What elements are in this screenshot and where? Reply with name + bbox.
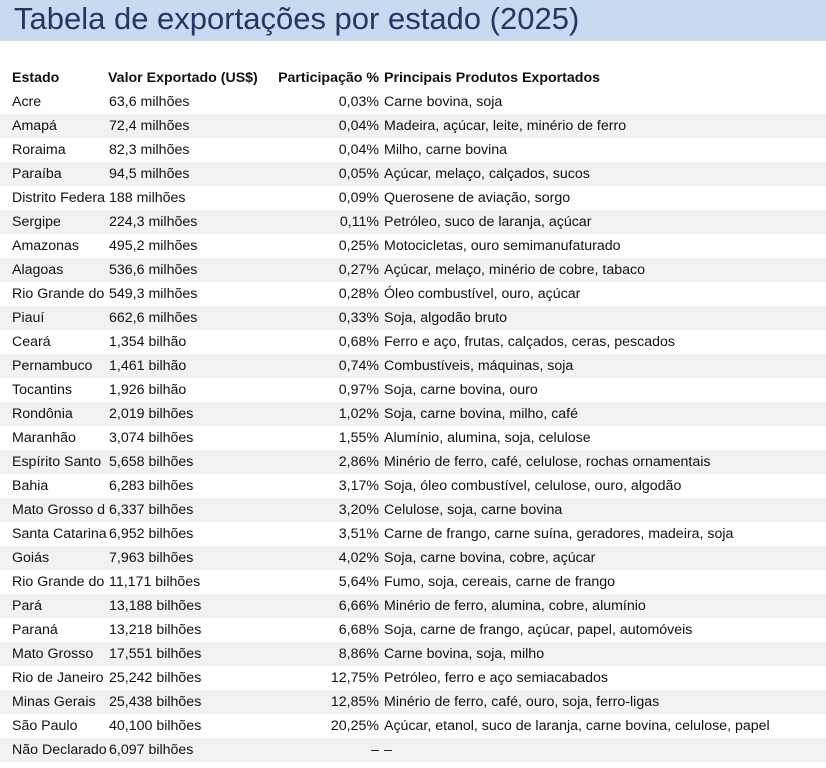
table-row (0, 426, 826, 450)
cell-valor: 6,283 bilhões (108, 474, 271, 498)
cell-estado: Roraima (0, 138, 108, 162)
cell-estado: Santa Catarina (0, 522, 108, 546)
cell-participacao: 0,04% (271, 114, 381, 138)
cell-estado: Goiás (0, 546, 108, 570)
table-row (0, 450, 826, 474)
exports-table (0, 66, 826, 762)
header-participacao: Participação % (278, 70, 379, 86)
cell-estado: Espírito Santo (0, 450, 108, 474)
cell-produtos: Açúcar, melaço, minério de cobre, tabaco (381, 258, 826, 282)
cell-estado: Rio Grande do (0, 282, 108, 306)
cell-participacao: 3,51% (271, 522, 381, 546)
cell-valor: 495,2 milhões (108, 234, 271, 258)
header-valor: Valor Exportado (US$) (108, 70, 258, 86)
title-bar (0, 0, 826, 41)
cell-participacao: 0,28% (271, 282, 381, 306)
cell-valor: 5,658 bilhões (108, 450, 271, 474)
cell-valor: 2,019 bilhões (108, 402, 271, 426)
cell-produtos: Madeira, açúcar, leite, minério de ferro (381, 114, 826, 138)
header-produtos: Principais Produtos Exportados (384, 70, 601, 86)
cell-valor: 6,337 bilhões (108, 498, 271, 522)
cell-produtos: Combustíveis, máquinas, soja (381, 354, 826, 378)
cell-valor: 3,074 bilhões (108, 426, 271, 450)
table-row (0, 90, 826, 114)
cell-participacao: 0,09% (271, 186, 381, 210)
cell-valor: 224,3 milhões (108, 210, 271, 234)
table-row (0, 738, 826, 762)
table-row (0, 690, 826, 714)
cell-estado: Pará (0, 594, 108, 618)
cell-valor: 25,242 bilhões (108, 666, 271, 690)
table-body (0, 90, 826, 762)
cell-participacao: 0,27% (271, 258, 381, 282)
table-row (0, 306, 826, 330)
cell-produtos: Soja, óleo combustível, celulose, ouro, algodão (381, 474, 826, 498)
cell-valor: 94,5 milhões (108, 162, 271, 186)
cell-estado: Acre (0, 90, 108, 114)
cell-participacao: 0,97% (271, 378, 381, 402)
cell-estado: Minas Gerais (0, 690, 108, 714)
cell-participacao: 6,66% (271, 594, 381, 618)
cell-estado: Distrito Federa (0, 186, 108, 210)
table-row (0, 114, 826, 138)
header-estado: Estado (12, 70, 60, 86)
table-row (0, 162, 826, 186)
table-row (0, 402, 826, 426)
cell-produtos: Carne de frango, carne suína, geradores, madeira, soja (381, 522, 826, 546)
cell-estado: Piauí (0, 306, 108, 330)
cell-participacao: 12,75% (271, 666, 381, 690)
cell-participacao: 0,33% (271, 306, 381, 330)
cell-estado: Maranhão (0, 426, 108, 450)
cell-participacao: 4,02% (271, 546, 381, 570)
cell-estado: Pernambuco (0, 354, 108, 378)
table-row (0, 714, 826, 738)
cell-valor: 188 milhões (108, 186, 271, 210)
table-row (0, 234, 826, 258)
cell-valor: 17,551 bilhões (108, 642, 271, 666)
cell-valor: 40,100 bilhões (108, 714, 271, 738)
cell-participacao: 0,68% (271, 330, 381, 354)
table-row (0, 570, 826, 594)
cell-valor: 1,354 bilhão (108, 330, 271, 354)
cell-estado: Bahia (0, 474, 108, 498)
cell-valor: 1,461 bilhão (108, 354, 271, 378)
table-row (0, 594, 826, 618)
table-row (0, 618, 826, 642)
cell-produtos: – (381, 738, 826, 762)
cell-participacao: 5,64% (271, 570, 381, 594)
cell-estado: Mato Grosso d (0, 498, 108, 522)
cell-valor: 63,6 milhões (108, 90, 271, 114)
cell-estado: Não Declarado (0, 738, 108, 762)
cell-participacao: 1,02% (271, 402, 381, 426)
table-row (0, 354, 826, 378)
page-title: Tabela de exportações por estado (2025) (14, 1, 580, 36)
cell-produtos: Açúcar, melaço, calçados, sucos (381, 162, 826, 186)
cell-valor: 25,438 bilhões (108, 690, 271, 714)
cell-produtos: Petróleo, ferro e aço semiacabados (381, 666, 826, 690)
table-row (0, 378, 826, 402)
cell-participacao: 0,25% (271, 234, 381, 258)
cell-estado: Rio de Janeiro (0, 666, 108, 690)
table-row (0, 138, 826, 162)
cell-produtos: Fumo, soja, cereais, carne de frango (381, 570, 826, 594)
cell-participacao: 0,74% (271, 354, 381, 378)
cell-valor: 82,3 milhões (108, 138, 271, 162)
cell-estado: Ceará (0, 330, 108, 354)
cell-estado: Paraíba (0, 162, 108, 186)
cell-valor: 11,171 bilhões (108, 570, 271, 594)
cell-participacao: 6,68% (271, 618, 381, 642)
cell-participacao: 3,17% (271, 474, 381, 498)
table-row (0, 498, 826, 522)
cell-produtos: Motocicletas, ouro semimanufaturado (381, 234, 826, 258)
cell-estado: Rondônia (0, 402, 108, 426)
table-row (0, 330, 826, 354)
cell-participacao: 8,86% (271, 642, 381, 666)
cell-estado: Amapá (0, 114, 108, 138)
cell-valor: 549,3 milhões (108, 282, 271, 306)
cell-valor: 13,218 bilhões (108, 618, 271, 642)
cell-produtos: Celulose, soja, carne bovina (381, 498, 826, 522)
cell-estado: Amazonas (0, 234, 108, 258)
cell-produtos: Soja, algodão bruto (381, 306, 826, 330)
cell-produtos: Milho, carne bovina (381, 138, 826, 162)
cell-produtos: Açúcar, etanol, suco de laranja, carne bovina, celulose, papel (381, 714, 826, 738)
cell-produtos: Soja, carne bovina, milho, café (381, 402, 826, 426)
table-row (0, 522, 826, 546)
cell-valor: 6,952 bilhões (108, 522, 271, 546)
cell-estado: Paraná (0, 618, 108, 642)
cell-participacao: 3,20% (271, 498, 381, 522)
table-row (0, 258, 826, 282)
cell-estado: Alagoas (0, 258, 108, 282)
cell-participacao: 0,11% (271, 210, 381, 234)
cell-valor: 1,926 bilhão (108, 378, 271, 402)
cell-produtos: Alumínio, alumina, soja, celulose (381, 426, 826, 450)
table-row (0, 186, 826, 210)
cell-estado: Rio Grande do (0, 570, 108, 594)
cell-valor: 662,6 milhões (108, 306, 271, 330)
cell-participacao: 0,05% (271, 162, 381, 186)
cell-produtos: Querosene de aviação, sorgo (381, 186, 826, 210)
cell-produtos: Petróleo, suco de laranja, açúcar (381, 210, 826, 234)
cell-produtos: Soja, carne bovina, ouro (381, 378, 826, 402)
cell-produtos: Minério de ferro, café, ouro, soja, ferro-ligas (381, 690, 826, 714)
cell-valor: 13,188 bilhões (108, 594, 271, 618)
table-row (0, 210, 826, 234)
table-row (0, 474, 826, 498)
cell-participacao: – (271, 738, 381, 762)
table-row (0, 666, 826, 690)
cell-produtos: Minério de ferro, café, celulose, rochas ornamentais (381, 450, 826, 474)
table-header-row (0, 66, 826, 90)
cell-produtos: Minério de ferro, alumina, cobre, alumínio (381, 594, 826, 618)
cell-estado: Tocantins (0, 378, 108, 402)
table-row (0, 546, 826, 570)
cell-participacao: 0,04% (271, 138, 381, 162)
table-row (0, 282, 826, 306)
cell-valor: 6,097 bilhões (108, 738, 271, 762)
cell-produtos: Carne bovina, soja, milho (381, 642, 826, 666)
cell-participacao: 2,86% (271, 450, 381, 474)
cell-participacao: 0,03% (271, 90, 381, 114)
cell-valor: 72,4 milhões (108, 114, 271, 138)
cell-estado: Sergipe (0, 210, 108, 234)
cell-valor: 7,963 bilhões (108, 546, 271, 570)
cell-participacao: 1,55% (271, 426, 381, 450)
cell-produtos: Soja, carne bovina, cobre, açúcar (381, 546, 826, 570)
cell-participacao: 12,85% (271, 690, 381, 714)
cell-produtos: Soja, carne de frango, açúcar, papel, automóveis (381, 618, 826, 642)
cell-participacao: 20,25% (271, 714, 381, 738)
cell-produtos: Carne bovina, soja (381, 90, 826, 114)
cell-estado: Mato Grosso (0, 642, 108, 666)
cell-produtos: Óleo combustível, ouro, açúcar (381, 282, 826, 306)
cell-estado: São Paulo (0, 714, 108, 738)
cell-valor: 536,6 milhões (108, 258, 271, 282)
table-row (0, 642, 826, 666)
cell-produtos: Ferro e aço, frutas, calçados, ceras, pescados (381, 330, 826, 354)
